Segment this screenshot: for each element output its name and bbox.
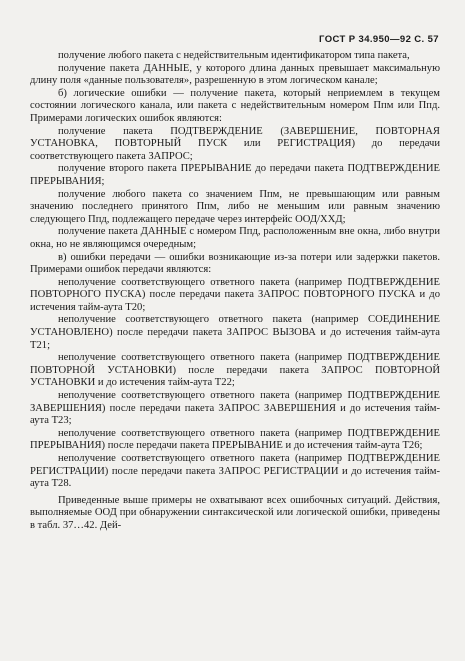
paragraph: неполучение соответствующего ответного пакета (например ПОДТВЕРЖДЕНИЕ РЕГИСТРАЦИИ) после передачи пакета ЗАПРОС РЕГИСТРАЦИИ и до истечения тайм-аута Т28.: [30, 453, 440, 490]
paragraph: получение любого пакета с недействительным идентификатором типа пакета,: [58, 50, 410, 61]
paragraph: неполучение соответствующего ответного пакета (например СОЕДИНЕНИЕ УСТАНОВЛЕНО) после передачи пакета ЗАПРОС ВЫЗОВА и до истечения тайм-аута Т21;: [30, 314, 440, 351]
page-header: ГОСТ Р 34.950—92 С. 57: [319, 34, 439, 45]
paragraph: неполучение соответствующего ответного пакета (например ПОДТВЕРЖДЕНИЕ ПРЕРЫВАНИЯ) после передачи пакета ПРЕРЫВАНИЕ и до истечения тайм-аута Т26;: [30, 427, 440, 452]
paragraph: в) ошибки передачи — ошибки возникающие из-за потери или задержки пакетов. Примерами ошибок передачи являются:: [30, 251, 440, 276]
paragraph: Приведенные выше примеры не охватывают всех ошибочных ситуаций. Действия, выполняемые ООД при обнаружении синтаксической или логической ошибки, приведены в табл. 37…42. Дей-: [30, 494, 440, 531]
paragraph: неполучение соответствующего ответного пакета (например ПОДТВЕРЖДЕНИЕ ПОВТОРНОЙ УСТАНОВКИ) после передачи пакета ЗАПРОС ПОВТОРНОЙ УСТАНОВКИ и до истечения тайм-аута Т22;: [30, 352, 440, 389]
paragraph: неполучение соответствующего ответного пакета (например ПОДТВЕРЖДЕНИЕ ЗАВЕРШЕНИЯ) после передачи пакета ЗАПРОС ЗАВЕРШЕНИЯ и до истечения тайм-аута Т23;: [30, 390, 440, 427]
paragraph: получение любого пакета со значением Ппм, не превышающим или равным значению последнего принятого Ппм, либо не меньшим или равным значению следующего Ппд, подлежащего передаче через интерфейс ООД/ХХД;: [30, 188, 440, 225]
paragraph: б) логические ошибки — получение пакета, который неприемлем в текущем состоянии логического канала, или пакета с недействительным номером Ппм или Ппд. Примерами логических ошибок являются:: [30, 87, 440, 124]
paragraph: получение пакета ДАННЫЕ, у которого длина данных превышает максимальную длину поля «данные пользователя», разрешенную в этом логическом канале;: [30, 62, 440, 87]
paragraph: неполучение соответствующего ответного пакета (например ПОДТВЕРЖДЕНИЕ ПОВТОРНОГО ПУСКА) после передачи пакета ЗАПРОС ПОВТОРНОГО ПУСКА и до истечения тайм-аута Т20;: [30, 276, 440, 313]
paragraph: получение пакета ДАННЫЕ с номером Ппд, расположенным вне окна, либо внутри окна, но не являющимся очередным;: [30, 226, 440, 250]
paragraph: получение пакета ПОДТВЕРЖДЕНИЕ (ЗАВЕРШЕНИЕ, ПОВТОРНАЯ УСТАНОВКА, ПОВТОРНЫЙ ПУСК или РЕГИСТРАЦИЯ) до передачи соответствующего пакета ЗАПРОС;: [30, 125, 440, 162]
body-text: [30, 50, 440, 533]
paragraph: получение второго пакета ПРЕРЫВАНИЕ до передачи пакета ПОДТВЕРЖДЕНИЕ ПРЕРЫВАНИЯ;: [30, 163, 440, 187]
